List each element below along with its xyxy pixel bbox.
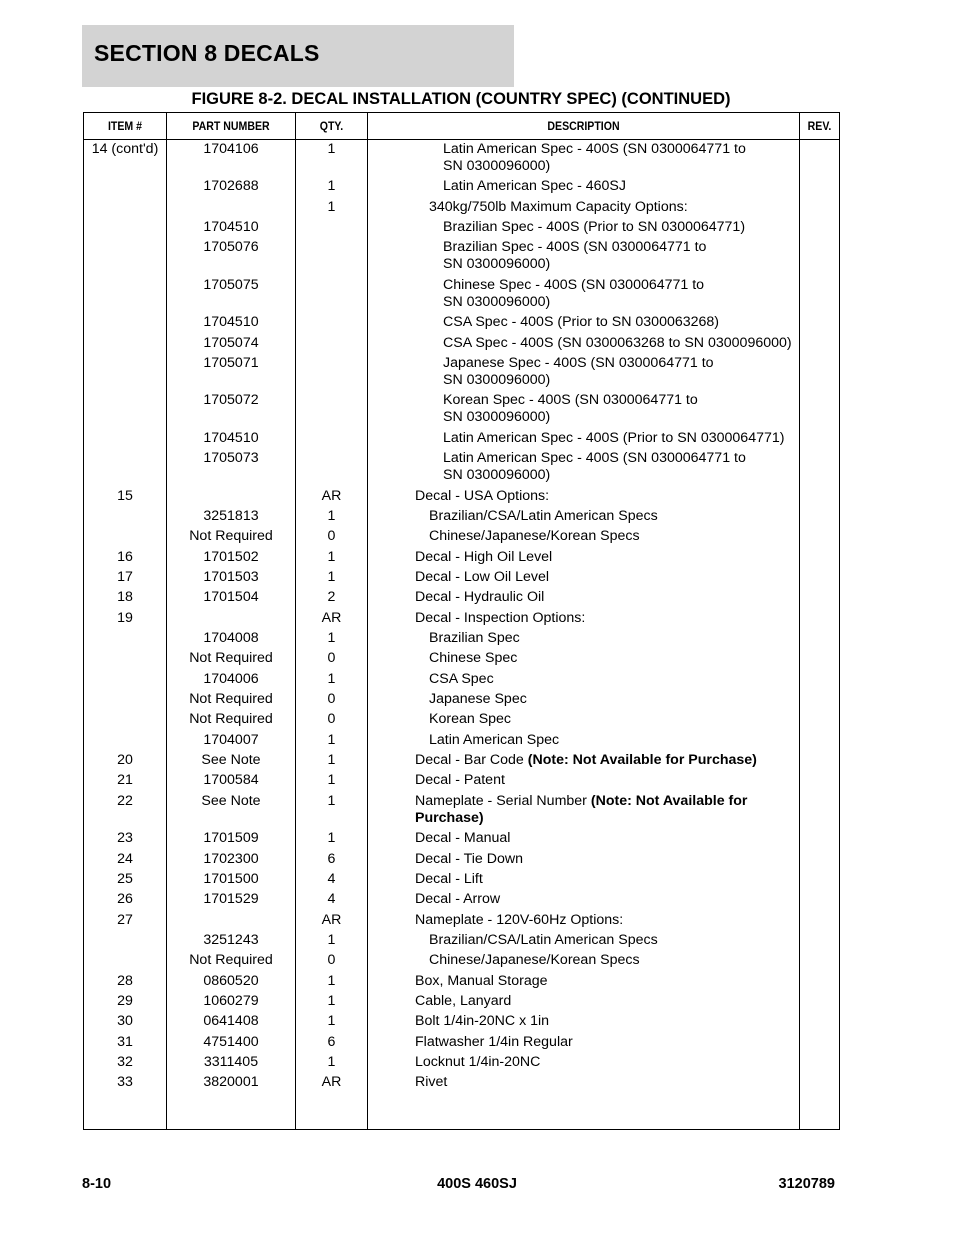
quantity: 1 bbox=[327, 629, 336, 646]
section-title: SECTION 8 DECALS bbox=[94, 40, 320, 66]
part-number: 1704510 bbox=[203, 314, 259, 331]
part-number: 1704510 bbox=[203, 219, 259, 236]
description-text: Decal - Tie Down bbox=[415, 850, 524, 867]
part-number: 3251813 bbox=[203, 507, 259, 524]
description bbox=[443, 355, 823, 389]
description-text: Box, Manual Storage bbox=[415, 972, 548, 989]
description-text: Decal - USA Options: bbox=[415, 487, 550, 504]
part-number: Not Required bbox=[189, 711, 273, 728]
description-text: Japanese Spec bbox=[429, 691, 527, 707]
column-divider bbox=[367, 113, 368, 1129]
description bbox=[415, 891, 795, 908]
description-text: Brazilian/CSA/Latin American Specs bbox=[429, 931, 658, 948]
item-number: 17 bbox=[117, 568, 133, 585]
item-number: 26 bbox=[117, 891, 133, 908]
description-text: Chinese/Japanese/Korean Specs bbox=[429, 528, 640, 545]
item-number: 20 bbox=[117, 752, 133, 769]
description bbox=[443, 430, 823, 447]
description-text: Nameplate - 120V-60Hz Options: bbox=[415, 911, 624, 928]
item-number: 28 bbox=[117, 972, 133, 989]
description bbox=[415, 589, 795, 606]
part-number: 1705076 bbox=[203, 239, 259, 256]
description bbox=[415, 871, 795, 888]
quantity: 4 bbox=[327, 870, 336, 887]
part-number: 1704510 bbox=[203, 429, 259, 446]
description bbox=[415, 1013, 795, 1030]
quantity: 0 bbox=[327, 650, 336, 667]
description-text: Japanese Spec - 400S (SN 0300064771 to bbox=[443, 354, 714, 371]
item-number: 32 bbox=[117, 1054, 133, 1070]
quantity: 0 bbox=[327, 528, 336, 545]
description-text: Latin American Spec - 400S (SN 0300064771 to bbox=[443, 141, 746, 157]
part-number: 1702688 bbox=[203, 178, 259, 195]
part-number: Not Required bbox=[189, 952, 273, 969]
item-number: 30 bbox=[117, 1013, 133, 1030]
item-number: 23 bbox=[117, 830, 133, 847]
description-text: Chinese/Japanese/Korean Specs bbox=[429, 952, 640, 969]
item-number: 31 bbox=[117, 1033, 133, 1050]
item-number: 22 bbox=[117, 792, 133, 809]
quantity: AR bbox=[321, 609, 342, 626]
description-text: Decal - Inspection Options: bbox=[415, 609, 586, 626]
description-text: Bolt 1/4in-20NC x 1in bbox=[415, 1013, 550, 1030]
quantity: 1 bbox=[327, 772, 336, 789]
description-text: Brazilian Spec - 400S (SN 0300064771 to bbox=[443, 239, 707, 256]
description-note: Purchase) bbox=[415, 809, 484, 826]
header-rev: REV. bbox=[807, 119, 832, 133]
description-text: Decal - Low Oil Level bbox=[415, 568, 550, 585]
quantity: 1 bbox=[327, 830, 336, 847]
quantity: 1 bbox=[327, 568, 336, 585]
description-text: Decal - Patent bbox=[415, 772, 505, 789]
header-description: DESCRIPTION bbox=[547, 119, 620, 133]
description-text: Chinese Spec - 400S (SN 0300064771 to bbox=[443, 276, 705, 293]
part-number: 1704008 bbox=[203, 629, 259, 646]
description bbox=[415, 610, 795, 627]
part-number: 1705071 bbox=[203, 354, 259, 371]
part-number: 1702300 bbox=[203, 850, 259, 867]
part-number: 1701500 bbox=[203, 870, 259, 887]
quantity: 1 bbox=[327, 731, 336, 748]
description-text: CSA Spec - 400S (SN 0300063268 to SN 0300096000) bbox=[443, 334, 792, 351]
part-number: 3251243 bbox=[203, 931, 259, 948]
description-text: Rivet bbox=[415, 1074, 448, 1091]
part-number: 1700584 bbox=[203, 772, 259, 789]
part-number: 1704007 bbox=[203, 731, 259, 748]
description-text: Chinese Spec bbox=[429, 650, 518, 667]
description bbox=[443, 277, 823, 311]
description bbox=[443, 450, 823, 484]
description-text: Locknut 1/4in-20NC bbox=[415, 1054, 541, 1070]
description bbox=[429, 508, 809, 525]
quantity: 0 bbox=[327, 691, 336, 707]
description bbox=[415, 912, 795, 929]
part-number: Not Required bbox=[189, 650, 273, 667]
description-text: SN 0300096000) bbox=[443, 371, 551, 388]
item-number: 25 bbox=[117, 870, 133, 887]
quantity: 0 bbox=[327, 711, 336, 728]
part-number: See Note bbox=[201, 752, 261, 769]
description bbox=[443, 335, 823, 352]
part-number: 3311405 bbox=[203, 1054, 259, 1070]
description bbox=[443, 239, 823, 273]
description bbox=[415, 830, 795, 847]
header-qty: QTY. bbox=[319, 119, 344, 133]
part-number: 4751400 bbox=[203, 1033, 259, 1050]
description bbox=[443, 178, 823, 195]
quantity: AR bbox=[321, 911, 342, 928]
figure-title: FIGURE 8-2. DECAL INSTALLATION (COUNTRY SPEC) (CONTINUED) bbox=[191, 90, 731, 108]
description-text: CSA Spec bbox=[429, 670, 494, 687]
quantity: AR bbox=[321, 487, 342, 504]
description-text: SN 0300096000) bbox=[443, 409, 551, 426]
item-number: 19 bbox=[117, 609, 133, 626]
item-number: 14 (cont'd) bbox=[91, 141, 159, 157]
description bbox=[429, 691, 809, 708]
description bbox=[429, 630, 809, 647]
quantity: 2 bbox=[327, 589, 336, 606]
part-number: 1705075 bbox=[203, 276, 259, 293]
description-text: Latin American Spec bbox=[429, 731, 560, 748]
quantity: 4 bbox=[327, 891, 336, 908]
description-text: Flatwasher 1/4in Regular bbox=[415, 1033, 573, 1050]
description bbox=[429, 671, 809, 688]
description bbox=[415, 973, 795, 990]
description bbox=[429, 650, 809, 667]
quantity: 1 bbox=[327, 507, 336, 524]
part-number: 1701504 bbox=[203, 589, 259, 606]
item-number: 21 bbox=[117, 772, 133, 789]
part-number: 1701503 bbox=[203, 568, 259, 585]
quantity: 1 bbox=[327, 141, 336, 157]
description bbox=[415, 752, 795, 769]
part-number: 1704006 bbox=[203, 670, 259, 687]
description bbox=[415, 793, 795, 827]
part-number: 3820001 bbox=[203, 1074, 259, 1091]
description-text: 340kg/750lb Maximum Capacity Options: bbox=[429, 198, 688, 215]
quantity: 1 bbox=[327, 178, 336, 195]
quantity: 1 bbox=[327, 1013, 336, 1030]
header-divider bbox=[84, 139, 839, 140]
header-item: ITEM # bbox=[107, 119, 143, 133]
quantity: 1 bbox=[327, 548, 336, 565]
description-text: SN 0300096000) bbox=[443, 467, 551, 484]
description-text: SN 0300096000) bbox=[443, 256, 551, 273]
description-text: Decal - Bar Code bbox=[415, 752, 528, 769]
quantity: 0 bbox=[327, 952, 336, 969]
item-number: 29 bbox=[117, 992, 133, 1009]
part-number: 1704106 bbox=[203, 141, 259, 157]
description bbox=[429, 952, 809, 969]
description-text: CSA Spec - 400S (Prior to SN 0300063268) bbox=[443, 314, 720, 331]
description bbox=[429, 199, 809, 216]
item-number: 27 bbox=[117, 911, 133, 928]
description-text: Latin American Spec - 400S (SN 0300064771 to bbox=[443, 450, 746, 467]
description-text: SN 0300096000) bbox=[443, 158, 551, 174]
item-number: 16 bbox=[117, 548, 133, 565]
description-text: Brazilian/CSA/Latin American Specs bbox=[429, 507, 658, 524]
description-text: Decal - Manual bbox=[415, 830, 511, 847]
description bbox=[429, 932, 809, 949]
description bbox=[443, 141, 823, 175]
quantity: 1 bbox=[327, 670, 336, 687]
description bbox=[415, 488, 795, 505]
description-text: Nameplate - Serial Number bbox=[415, 792, 591, 809]
part-number: Not Required bbox=[189, 528, 273, 545]
item-number: 33 bbox=[117, 1074, 133, 1091]
part-number: 0860520 bbox=[203, 972, 259, 989]
description-text: Decal - Lift bbox=[415, 870, 483, 887]
description-text: SN 0300096000) bbox=[443, 293, 551, 310]
description-text: Latin American Spec - 400S (Prior to SN 0300064771) bbox=[443, 429, 785, 446]
description bbox=[415, 1074, 795, 1091]
part-number: Not Required bbox=[189, 691, 273, 707]
part-number: 1701529 bbox=[203, 891, 259, 908]
description-text: Cable, Lanyard bbox=[415, 992, 512, 1009]
description bbox=[443, 392, 823, 426]
footer-page-number: 8-10 bbox=[82, 1176, 112, 1192]
description bbox=[429, 528, 809, 545]
quantity: 6 bbox=[327, 1033, 336, 1050]
description bbox=[415, 549, 795, 566]
quantity: 1 bbox=[327, 931, 336, 948]
quantity: 1 bbox=[327, 198, 336, 215]
description bbox=[415, 1034, 795, 1051]
description bbox=[415, 851, 795, 868]
part-number: 1701509 bbox=[203, 830, 259, 847]
description-text: Decal - Hydraulic Oil bbox=[415, 589, 545, 606]
description bbox=[415, 772, 795, 789]
item-number: 15 bbox=[117, 487, 133, 504]
item-number: 18 bbox=[117, 589, 133, 606]
description bbox=[429, 711, 809, 728]
description bbox=[415, 993, 795, 1010]
description-text: Brazilian Spec bbox=[429, 629, 520, 646]
description bbox=[443, 314, 823, 331]
quantity: 1 bbox=[327, 752, 336, 769]
description bbox=[443, 219, 823, 236]
header-part-number: PART NUMBER bbox=[192, 119, 270, 133]
description-text: Latin American Spec - 460SJ bbox=[443, 178, 626, 195]
description-text: Decal - Arrow bbox=[415, 891, 501, 908]
quantity: 1 bbox=[327, 792, 336, 809]
quantity: 6 bbox=[327, 850, 336, 867]
part-number: 1705072 bbox=[203, 392, 259, 409]
description-text: Decal - High Oil Level bbox=[415, 548, 553, 565]
footer-doc-number: 3120789 bbox=[778, 1176, 835, 1192]
quantity: 1 bbox=[327, 1054, 336, 1070]
part-number: 1060279 bbox=[203, 992, 259, 1009]
description-text: Korean Spec - 400S (SN 0300064771 to bbox=[443, 392, 698, 409]
parts-table bbox=[83, 112, 840, 1130]
quantity: 1 bbox=[327, 972, 336, 989]
description bbox=[415, 1054, 795, 1071]
description-note: (Note: Not Available for bbox=[590, 792, 748, 809]
part-number: 1705073 bbox=[203, 450, 259, 467]
quantity: 1 bbox=[327, 992, 336, 1009]
part-number: 1701502 bbox=[203, 548, 259, 565]
description-note: (Note: Not Available for Purchase) bbox=[527, 752, 757, 769]
description-text: Brazilian Spec - 400S (Prior to SN 0300064771) bbox=[443, 219, 746, 236]
part-number: 0641408 bbox=[203, 1013, 259, 1030]
quantity: AR bbox=[321, 1074, 342, 1091]
description bbox=[429, 732, 809, 749]
description-text: Korean Spec bbox=[429, 711, 512, 728]
description bbox=[415, 569, 795, 586]
part-number: 1705074 bbox=[203, 334, 259, 351]
footer-model: 400S 460SJ bbox=[437, 1176, 517, 1192]
item-number: 24 bbox=[117, 850, 133, 867]
part-number: See Note bbox=[201, 792, 261, 809]
